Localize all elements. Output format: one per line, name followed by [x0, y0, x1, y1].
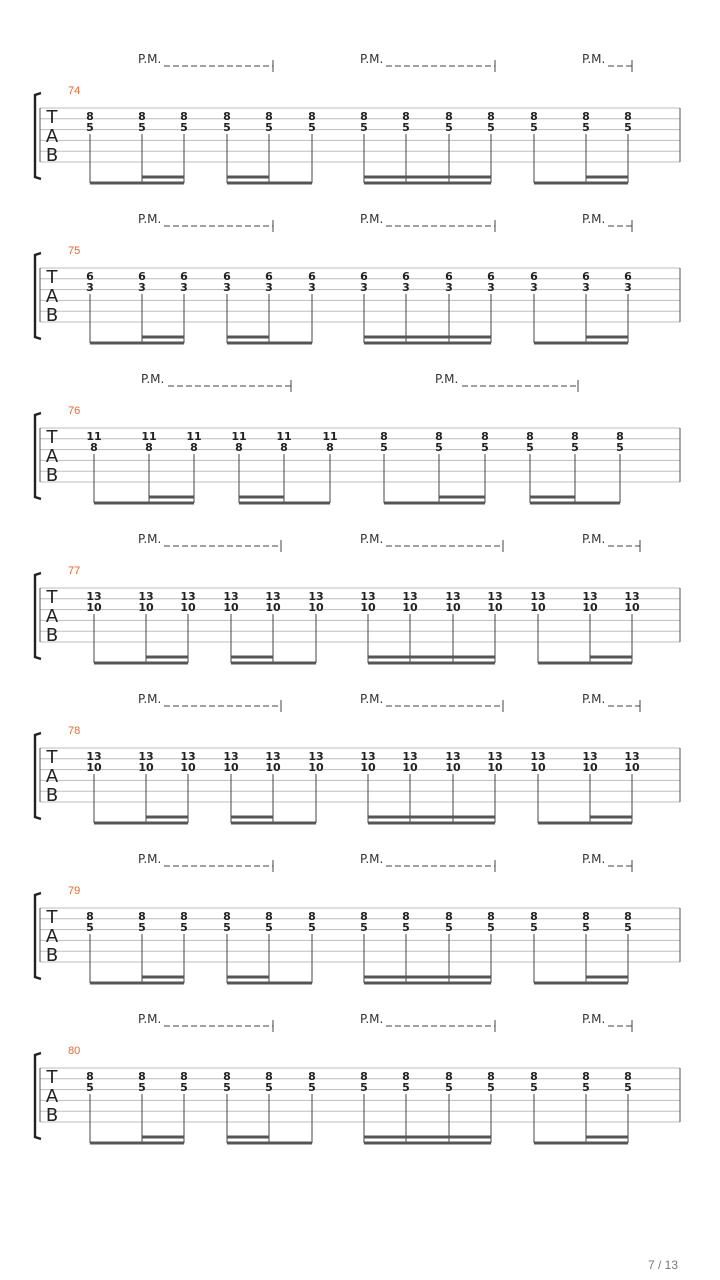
fret-number: 13 — [223, 750, 239, 763]
fret-number: 6 — [360, 270, 368, 283]
tab-clef-letter: T — [46, 107, 58, 128]
fret-number: 13 — [445, 750, 461, 763]
fret-number: 6 — [487, 270, 495, 283]
fret-number: 8 — [138, 110, 146, 123]
fret-number: 5 — [308, 1081, 316, 1094]
fret-number: 5 — [360, 921, 368, 934]
palm-mute-label: P.M. — [138, 212, 162, 226]
fret-number: 10 — [223, 601, 239, 614]
fret-number: 8 — [308, 110, 316, 123]
fret-number: 10 — [308, 601, 324, 614]
fret-number: 8 — [180, 1070, 188, 1083]
fret-number: 10 — [138, 761, 154, 774]
tab-clef-letter: A — [45, 766, 59, 787]
fret-number: 13 — [180, 590, 196, 603]
fret-number: 3 — [530, 281, 538, 294]
palm-mute-label: P.M. — [360, 692, 384, 706]
fret-number: 3 — [265, 281, 273, 294]
fret-number: 13 — [86, 750, 102, 763]
fret-number: 13 — [530, 750, 546, 763]
palm-mute-label: P.M. — [141, 372, 165, 386]
fret-number: 5 — [530, 121, 538, 134]
fret-number: 6 — [223, 270, 231, 283]
fret-number: 8 — [86, 910, 94, 923]
fret-number: 10 — [265, 761, 281, 774]
fret-number: 8 — [326, 441, 334, 454]
fret-number: 5 — [360, 1081, 368, 1094]
fret-number: 13 — [445, 590, 461, 603]
fret-number: 8 — [487, 1070, 495, 1083]
fret-number: 8 — [180, 110, 188, 123]
measure-number: 75 — [68, 245, 81, 257]
fret-number: 5 — [530, 1081, 538, 1094]
fret-number: 6 — [265, 270, 273, 283]
fret-number: 11 — [186, 430, 202, 443]
fret-number: 3 — [487, 281, 495, 294]
fret-number: 3 — [360, 281, 368, 294]
fret-number: 13 — [360, 590, 376, 603]
fret-number: 6 — [308, 270, 316, 283]
fret-number: 10 — [360, 601, 376, 614]
fret-number: 11 — [231, 430, 247, 443]
fret-number: 5 — [445, 1081, 453, 1094]
fret-number: 10 — [624, 761, 640, 774]
fret-number: 5 — [223, 1081, 231, 1094]
fret-number: 13 — [360, 750, 376, 763]
fret-number: 5 — [445, 921, 453, 934]
fret-number: 8 — [223, 1070, 231, 1083]
fret-number: 8 — [145, 441, 153, 454]
fret-number: 3 — [445, 281, 453, 294]
fret-number: 8 — [624, 910, 632, 923]
fret-number: 8 — [582, 110, 590, 123]
fret-number: 8 — [487, 910, 495, 923]
tab-clef-letter: A — [45, 286, 59, 307]
tab-clef-letter: B — [45, 465, 59, 486]
fret-number: 5 — [138, 921, 146, 934]
palm-mute-label: P.M. — [360, 212, 384, 226]
fret-number: 10 — [265, 601, 281, 614]
fret-number: 10 — [402, 761, 418, 774]
fret-number: 5 — [180, 1081, 188, 1094]
fret-number: 10 — [445, 761, 461, 774]
fret-number: 3 — [582, 281, 590, 294]
fret-number: 11 — [141, 430, 157, 443]
fret-number: 5 — [402, 1081, 410, 1094]
fret-number: 6 — [582, 270, 590, 283]
fret-number: 6 — [624, 270, 632, 283]
fret-number: 8 — [265, 110, 273, 123]
fret-number: 8 — [530, 1070, 538, 1083]
fret-number: 13 — [487, 750, 503, 763]
fret-number: 8 — [445, 110, 453, 123]
fret-number: 10 — [180, 601, 196, 614]
fret-number: 10 — [308, 761, 324, 774]
tab-clef-letter: B — [45, 145, 59, 166]
measure-number: 79 — [68, 885, 81, 897]
fret-number: 8 — [582, 1070, 590, 1083]
fret-number: 6 — [402, 270, 410, 283]
fret-number: 8 — [616, 430, 624, 443]
fret-number: 3 — [180, 281, 188, 294]
fret-number: 5 — [265, 1081, 273, 1094]
fret-number: 3 — [402, 281, 410, 294]
fret-number: 10 — [624, 601, 640, 614]
palm-mute-label: P.M. — [582, 532, 606, 546]
fret-number: 13 — [180, 750, 196, 763]
fret-number: 6 — [86, 270, 94, 283]
fret-number: 10 — [530, 601, 546, 614]
fret-number: 5 — [86, 1081, 94, 1094]
palm-mute-label: P.M. — [360, 852, 384, 866]
fret-number: 8 — [526, 430, 534, 443]
fret-number: 5 — [265, 121, 273, 134]
fret-number: 8 — [308, 910, 316, 923]
tab-clef-letter: B — [45, 945, 59, 966]
fret-number: 3 — [624, 281, 632, 294]
tab-clef-letter: T — [46, 1067, 58, 1088]
fret-number: 13 — [402, 590, 418, 603]
tab-clef-letter: A — [45, 446, 59, 467]
fret-number: 5 — [624, 121, 632, 134]
fret-number: 8 — [624, 110, 632, 123]
palm-mute-label: P.M. — [435, 372, 459, 386]
tab-clef-letter: B — [45, 785, 59, 806]
fret-number: 5 — [624, 921, 632, 934]
fret-number: 13 — [265, 590, 281, 603]
fret-number: 10 — [360, 761, 376, 774]
fret-number: 8 — [235, 441, 243, 454]
fret-number: 5 — [308, 921, 316, 934]
fret-number: 5 — [571, 441, 579, 454]
fret-number: 13 — [308, 590, 324, 603]
measure-number: 80 — [68, 1045, 81, 1057]
fret-number: 13 — [582, 590, 598, 603]
fret-number: 5 — [616, 441, 624, 454]
palm-mute-label: P.M. — [582, 52, 606, 66]
fret-number: 5 — [582, 1081, 590, 1094]
tab-clef-letter: B — [45, 1105, 59, 1126]
fret-number: 8 — [265, 910, 273, 923]
fret-number: 10 — [487, 601, 503, 614]
measure-number: 77 — [68, 565, 81, 577]
fret-number: 5 — [582, 121, 590, 134]
fret-number: 10 — [582, 761, 598, 774]
palm-mute-label: P.M. — [360, 532, 384, 546]
measure-number: 74 — [68, 85, 81, 97]
fret-number: 8 — [280, 441, 288, 454]
fret-number: 5 — [86, 121, 94, 134]
fret-number: 5 — [360, 121, 368, 134]
fret-number: 8 — [481, 430, 489, 443]
fret-number: 8 — [90, 441, 98, 454]
fret-number: 13 — [487, 590, 503, 603]
tab-clef-letter: T — [46, 747, 58, 768]
fret-number: 13 — [138, 590, 154, 603]
fret-number: 10 — [402, 601, 418, 614]
fret-number: 10 — [582, 601, 598, 614]
fret-number: 8 — [624, 1070, 632, 1083]
fret-number: 5 — [380, 441, 388, 454]
fret-number: 3 — [138, 281, 146, 294]
fret-number: 8 — [360, 110, 368, 123]
fret-number: 5 — [481, 441, 489, 454]
tab-clef-letter: A — [45, 1086, 59, 1107]
fret-number: 5 — [180, 121, 188, 134]
fret-number: 8 — [445, 910, 453, 923]
fret-number: 3 — [223, 281, 231, 294]
fret-number: 8 — [180, 910, 188, 923]
fret-number: 8 — [86, 1070, 94, 1083]
fret-number: 8 — [435, 430, 443, 443]
fret-number: 11 — [86, 430, 102, 443]
fret-number: 13 — [582, 750, 598, 763]
measure-number: 76 — [68, 405, 81, 417]
fret-number: 13 — [402, 750, 418, 763]
palm-mute-label: P.M. — [138, 1012, 162, 1026]
fret-number: 8 — [487, 110, 495, 123]
measure-number: 78 — [68, 725, 81, 737]
fret-number: 8 — [360, 910, 368, 923]
fret-number: 3 — [86, 281, 94, 294]
fret-number: 8 — [530, 110, 538, 123]
fret-number: 5 — [487, 921, 495, 934]
fret-number: 8 — [190, 441, 198, 454]
tab-clef-letter: T — [46, 427, 58, 448]
fret-number: 8 — [380, 430, 388, 443]
fret-number: 8 — [138, 910, 146, 923]
fret-number: 13 — [624, 750, 640, 763]
fret-number: 5 — [223, 121, 231, 134]
fret-number: 11 — [276, 430, 292, 443]
fret-number: 5 — [308, 121, 316, 134]
fret-number: 5 — [223, 921, 231, 934]
tab-clef-letter: A — [45, 926, 59, 947]
fret-number: 8 — [530, 910, 538, 923]
fret-number: 5 — [402, 121, 410, 134]
tab-clef-letter: T — [46, 267, 58, 288]
fret-number: 8 — [402, 910, 410, 923]
fret-number: 10 — [445, 601, 461, 614]
palm-mute-label: P.M. — [360, 52, 384, 66]
fret-number: 5 — [435, 441, 443, 454]
palm-mute-label: P.M. — [582, 1012, 606, 1026]
palm-mute-label: P.M. — [138, 692, 162, 706]
fret-number: 8 — [571, 430, 579, 443]
fret-number: 5 — [138, 121, 146, 134]
palm-mute-label: P.M. — [360, 1012, 384, 1026]
fret-number: 6 — [530, 270, 538, 283]
fret-number: 8 — [138, 1070, 146, 1083]
fret-number: 8 — [223, 910, 231, 923]
fret-number: 8 — [223, 110, 231, 123]
fret-number: 10 — [223, 761, 239, 774]
fret-number: 5 — [526, 441, 534, 454]
fret-number: 13 — [624, 590, 640, 603]
palm-mute-label: P.M. — [138, 52, 162, 66]
fret-number: 5 — [138, 1081, 146, 1094]
fret-number: 10 — [487, 761, 503, 774]
fret-number: 13 — [308, 750, 324, 763]
palm-mute-label: P.M. — [582, 212, 606, 226]
fret-number: 8 — [582, 910, 590, 923]
tab-clef-letter: B — [45, 305, 59, 326]
fret-number: 8 — [86, 110, 94, 123]
palm-mute-label: P.M. — [582, 852, 606, 866]
palm-mute-label: P.M. — [582, 692, 606, 706]
fret-number: 5 — [180, 921, 188, 934]
fret-number: 5 — [487, 1081, 495, 1094]
fret-number: 10 — [86, 761, 102, 774]
fret-number: 13 — [265, 750, 281, 763]
fret-number: 5 — [530, 921, 538, 934]
fret-number: 5 — [487, 121, 495, 134]
fret-number: 3 — [308, 281, 316, 294]
tab-clef-letter: T — [46, 907, 58, 928]
fret-number: 13 — [86, 590, 102, 603]
fret-number: 10 — [180, 761, 196, 774]
fret-number: 8 — [308, 1070, 316, 1083]
fret-number: 5 — [265, 921, 273, 934]
fret-number: 8 — [402, 110, 410, 123]
page-number: 7 / 13 — [647, 1258, 678, 1272]
tab-clef-letter: A — [45, 126, 59, 147]
fret-number: 8 — [360, 1070, 368, 1083]
fret-number: 11 — [322, 430, 338, 443]
palm-mute-label: P.M. — [138, 532, 162, 546]
fret-number: 10 — [86, 601, 102, 614]
fret-number: 5 — [445, 121, 453, 134]
fret-number: 8 — [402, 1070, 410, 1083]
fret-number: 6 — [138, 270, 146, 283]
palm-mute-label: P.M. — [138, 852, 162, 866]
fret-number: 8 — [265, 1070, 273, 1083]
fret-number: 13 — [530, 590, 546, 603]
fret-number: 10 — [530, 761, 546, 774]
tab-clef-letter: T — [46, 587, 58, 608]
tab-clef-letter: B — [45, 625, 59, 646]
fret-number: 13 — [223, 590, 239, 603]
fret-number: 5 — [402, 921, 410, 934]
fret-number: 10 — [138, 601, 154, 614]
tab-clef-letter: A — [45, 606, 59, 627]
fret-number: 8 — [445, 1070, 453, 1083]
fret-number: 6 — [180, 270, 188, 283]
fret-number: 5 — [582, 921, 590, 934]
fret-number: 5 — [624, 1081, 632, 1094]
fret-number: 6 — [445, 270, 453, 283]
fret-number: 5 — [86, 921, 94, 934]
fret-number: 13 — [138, 750, 154, 763]
